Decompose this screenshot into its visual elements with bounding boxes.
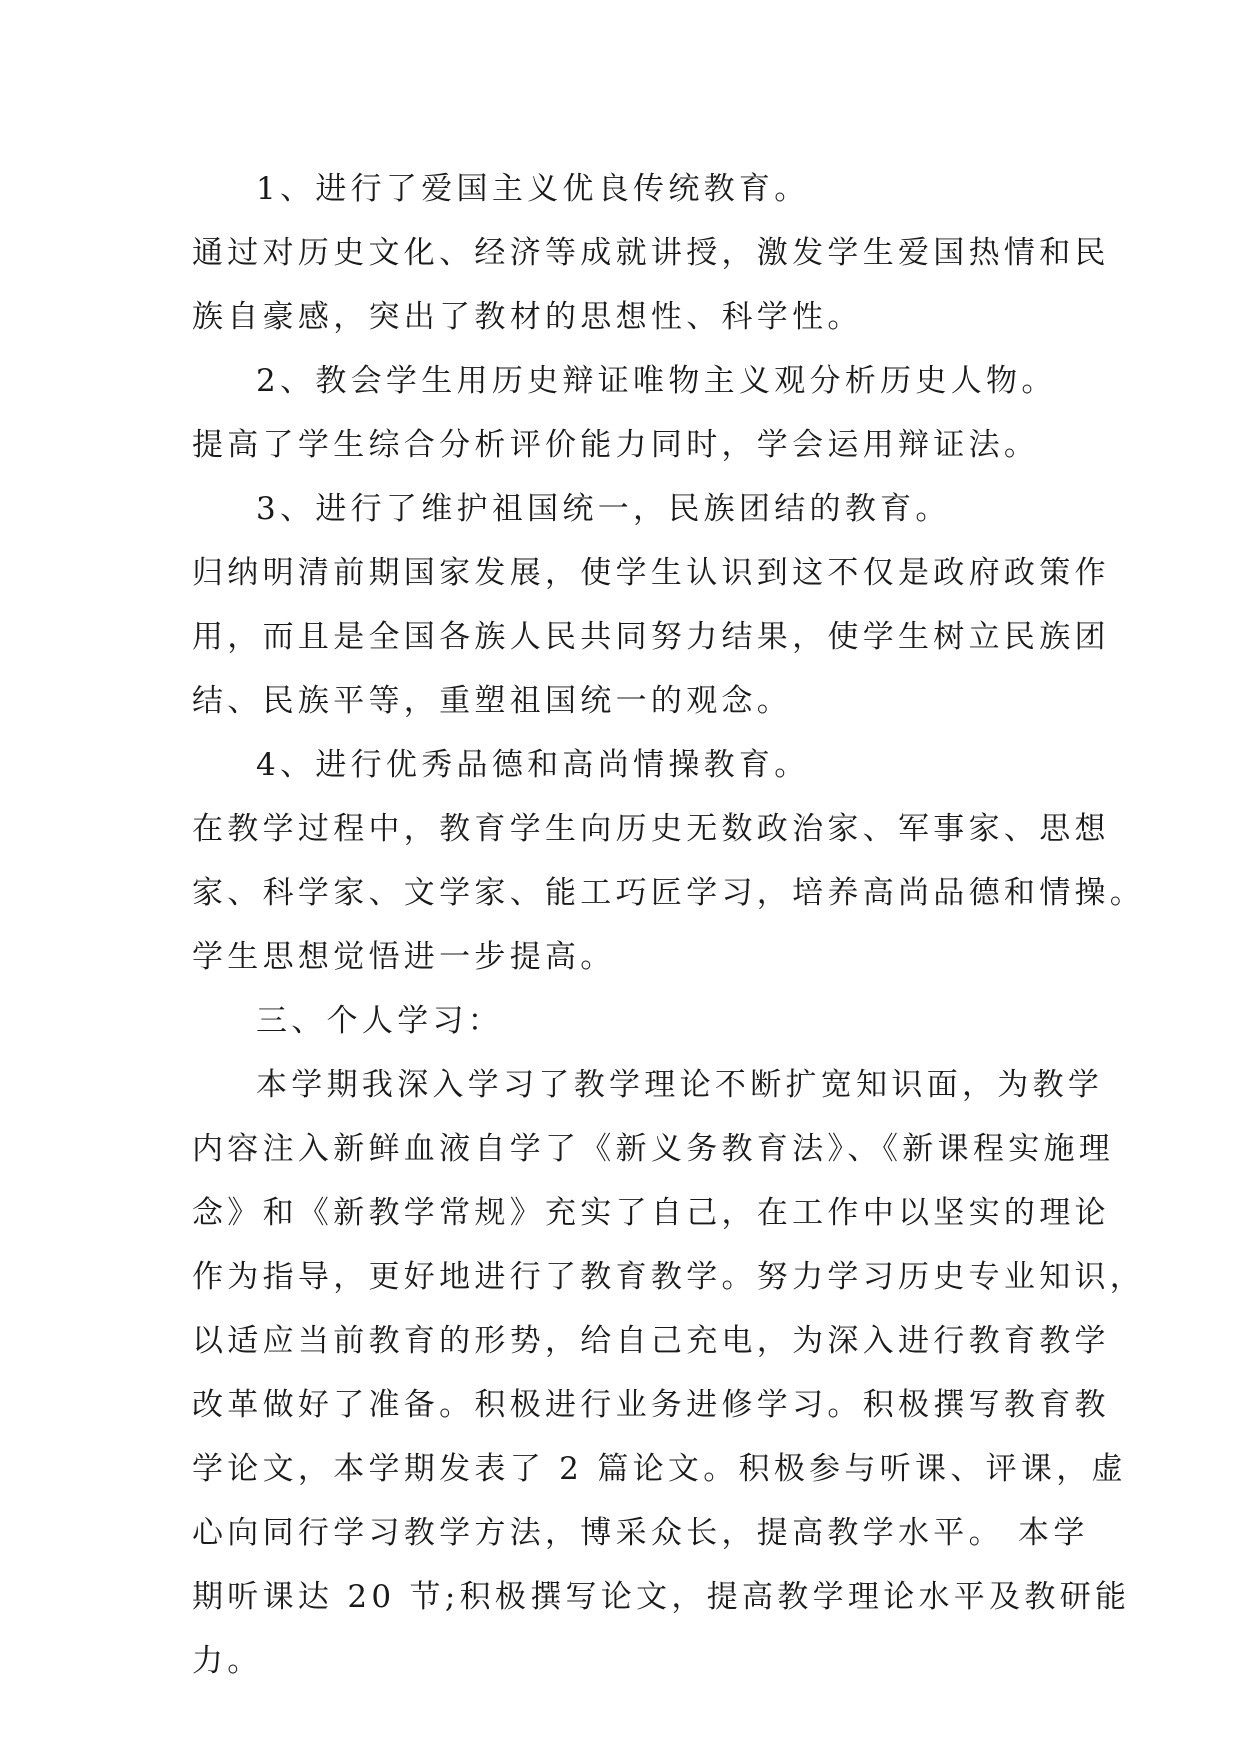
paragraph-line: 通过对历史文化、经济等成就讲授，激发学生爱国热情和民: [192, 235, 1110, 271]
paragraph-line: 结、民族平等，重塑祖国统一的观念。: [192, 683, 793, 719]
document-body: [192, 157, 1146, 1693]
paragraph-line: 学论文，本学期发表了 2 篇论文。积极参与听课、评课，虚: [192, 1451, 1127, 1487]
paragraph-line: 1、进行了爱国主义优良传统教育。: [256, 171, 810, 207]
paragraph-line: 在教学过程中，教育学生向历史无数政治家、军事家、思想: [192, 811, 1110, 847]
paragraph-line: 归纳明清前期国家发展，使学生认识到这不仅是政府政策作: [192, 555, 1110, 591]
paragraph-line: 2、教会学生用历史辩证唯物主义观分析历史人物。: [256, 363, 1057, 399]
paragraph-line: 提高了学生综合分析评价能力同时，学会运用辩证法。: [192, 427, 1040, 463]
paragraph-line: 4、进行优秀品德和高尚情操教育。: [256, 747, 810, 783]
paragraph-line: 力。: [192, 1643, 263, 1679]
section-heading: 三、个人学习：: [256, 1003, 504, 1039]
paragraph-line: 用，而且是全国各族人民共同努力结果，使学生树立民族团: [192, 619, 1110, 655]
paragraph-line: 内容注入新鲜血液自学了《新义务教育法》、《新课程实施理: [192, 1131, 1115, 1167]
paragraph-line: 改革做好了准备。积极进行业务进修学习。积极撰写教育教: [192, 1387, 1110, 1423]
paragraph-line: 本学期我深入学习了教学理论不断扩宽知识面，为教学: [256, 1067, 1104, 1103]
paragraph-line: 学生思想觉悟进一步提高。: [192, 939, 616, 975]
paragraph-line: 心向同行学习教学方法，博采众长，提高教学水平。 本学: [192, 1515, 1089, 1551]
paragraph-line: 念》和《新教学常规》充实了自己，在工作中以坚实的理论: [192, 1195, 1110, 1231]
paragraph-line: 以适应当前教育的形势，给自己充电，为深入进行教育教学: [192, 1323, 1110, 1359]
paragraph-line: 家、科学家、文学家、能工巧匠学习，培养高尚品德和情操。: [192, 875, 1146, 911]
paragraph-line: 族自豪感，突出了教材的思想性、科学性。: [192, 299, 863, 335]
paragraph-line: 3、进行了维护祖国统一，民族团结的教育。: [256, 491, 951, 527]
paragraph-line: 作为指导，更好地进行了教育教学。努力学习历史专业知识，: [192, 1259, 1146, 1295]
paragraph-line: 期听课达 20 节;积极撰写论文，提高教学理论水平及教研能: [192, 1579, 1131, 1615]
